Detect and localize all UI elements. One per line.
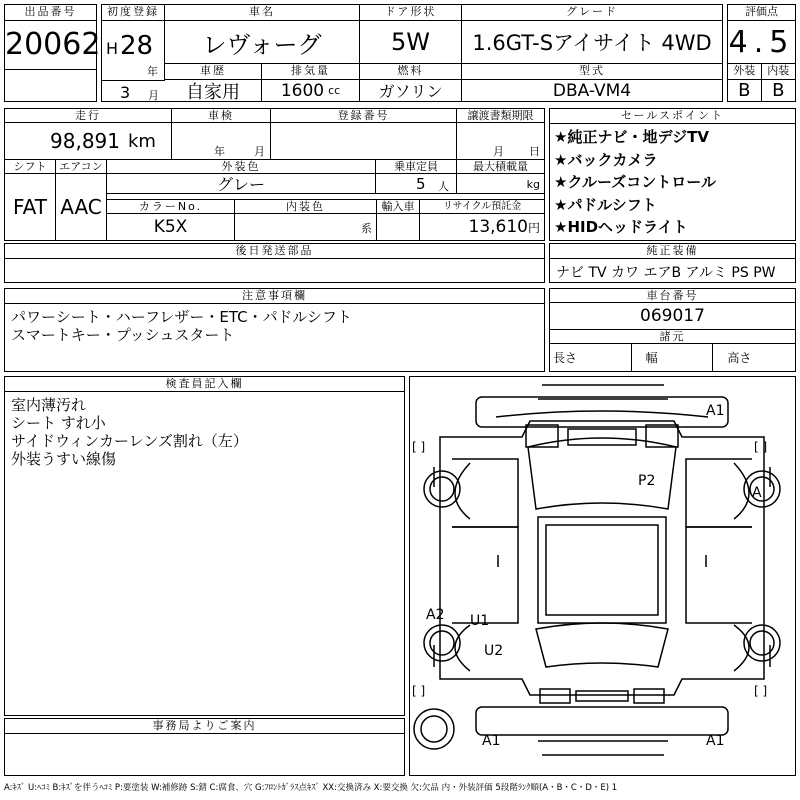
- color-label: 外装色: [107, 160, 376, 174]
- width-cell: [632, 344, 714, 371]
- ac-label: エアコン: [56, 160, 107, 174]
- reg-year-unit: 年: [147, 65, 158, 78]
- color: グレー: [107, 174, 376, 194]
- int-label: 内装: [762, 64, 796, 80]
- notes-text: パワーシート・ハーフレザー・ETC・パドルシフト スマートキー・プッシュスタート: [11, 308, 352, 344]
- lower-header: [165, 64, 722, 101]
- mileage-label: 走行: [5, 109, 172, 123]
- inspection: [172, 123, 271, 160]
- displacement: [262, 80, 360, 101]
- intcolor-label: 内装色: [235, 200, 377, 214]
- reg-era: H: [106, 39, 119, 58]
- reg-year: [102, 21, 165, 80]
- colorno-label: カラーNo.: [107, 200, 235, 214]
- insp-year-unit: 年: [214, 145, 225, 158]
- ext-score: B: [728, 80, 762, 101]
- inspector-text: 室内薄汚れ シート すれ小 サイドウィンカーレンズ割れ（左） 外装うすい線傷: [11, 396, 248, 468]
- mark-a1-top: A1: [706, 403, 725, 419]
- recycle-label: リサイクル預託金: [420, 200, 544, 214]
- mark-a1-right: A1: [706, 733, 725, 749]
- sales-item: ★パドルシフト: [554, 195, 657, 214]
- transfer-label: 譲渡書類期限: [457, 109, 544, 123]
- sales-item: ★バックカメラ: [554, 150, 658, 169]
- load-unit: kg: [526, 178, 540, 191]
- equip-list: ナビ TV カワ エアB アルミ PS PW: [556, 265, 776, 281]
- score: 4.5: [728, 21, 795, 64]
- mark-a1-left: A1: [482, 733, 501, 749]
- door-label: ドア形状: [360, 5, 462, 21]
- cc-unit: cc: [328, 84, 341, 97]
- bracket-tr: [ ]: [754, 440, 768, 454]
- history-label-2: 車歴: [165, 64, 262, 80]
- office-box: [4, 718, 405, 776]
- capacity: [376, 174, 457, 194]
- mileage-value: 98,891: [50, 129, 120, 153]
- car-diagram: [410, 377, 794, 774]
- model-label: 型式: [462, 64, 722, 80]
- mileage-unit: km: [128, 130, 156, 152]
- header-box: [101, 4, 723, 102]
- capacity-unit: 人: [438, 180, 449, 193]
- bracket-tl: [ ]: [412, 440, 426, 454]
- ac: AAC: [56, 174, 107, 240]
- insp-month-unit: 月: [254, 145, 265, 158]
- transfer-day-unit: 日: [529, 145, 540, 158]
- model: DBA-VM4: [552, 80, 632, 101]
- reg-divider: [102, 80, 165, 81]
- equip-box: [549, 243, 796, 283]
- length-cell: [550, 344, 632, 371]
- inspection-label: 車検: [172, 109, 271, 123]
- regno: [271, 123, 457, 160]
- legend-footer: A:ｷｽﾞ U:ﾍｺﾐ B:ｷｽﾞを伴うﾍｺﾐ P:要塗装 W:補修跡 S:錆 C:腐食、穴 G:ﾌﾛﾝﾄｶﾞﾗｽ点ｷｽﾞ XX:交換済み X:要交換 欠:欠品 内・外装評価 5段階ﾗﾝｸ順(A・B・C・D・E) 1: [4, 783, 618, 793]
- mark-a: A: [752, 485, 762, 501]
- sales-item: ★HIDヘッドライト: [554, 218, 688, 236]
- sales-label: セールスポイント: [550, 109, 795, 124]
- diagram-box: [409, 376, 796, 776]
- load: [457, 174, 544, 194]
- chassis-number: 069017: [550, 303, 795, 330]
- reg-label: 初度登録: [102, 5, 165, 21]
- inspector-label: 検査員記入欄: [5, 377, 404, 392]
- import-label: 輸入車: [377, 200, 420, 214]
- dims-label: 諸元: [550, 330, 795, 344]
- mark-p2: P2: [638, 473, 656, 489]
- regno-label: 登録番号: [271, 109, 457, 123]
- fuel-label: 燃料: [360, 64, 462, 80]
- inspector-box: [4, 376, 405, 716]
- door-type: 5W: [360, 21, 462, 64]
- lot-box: [4, 4, 101, 102]
- transfer: [457, 123, 544, 160]
- lot-label: 出品番号: [5, 5, 96, 21]
- bracket-bl: [ ]: [412, 684, 426, 698]
- height-cell: [713, 344, 795, 371]
- sales-item: ★クルーズコントロール: [554, 173, 716, 191]
- sales-box: [549, 108, 796, 241]
- grade: 1.6GT-Sアイサイト 4WD: [462, 21, 722, 64]
- capacity-label: 乗車定員: [376, 160, 457, 174]
- recycle-value: 13,610: [468, 217, 528, 237]
- reg-year-value: 28: [120, 31, 154, 61]
- import: [377, 214, 420, 240]
- spec-box: [4, 108, 545, 241]
- history: 自家用: [165, 80, 262, 101]
- notes-label: 注意事項欄: [5, 289, 544, 304]
- score-box: [727, 4, 796, 102]
- reg-month-unit: 月: [148, 89, 159, 102]
- intcolor-unit: 系: [361, 222, 372, 235]
- grade-label: グレード: [462, 5, 722, 21]
- later-box: [4, 243, 545, 283]
- intcolor: [235, 214, 377, 240]
- sales-list: [550, 124, 795, 241]
- recycle: [420, 214, 544, 240]
- shift-label: シフト: [5, 160, 56, 174]
- spec-lower: [107, 199, 544, 240]
- lot-number: 20062: [5, 21, 96, 70]
- score-label: 評価点: [728, 5, 795, 21]
- bracket-br: [ ]: [754, 684, 768, 698]
- height-label: 高さ: [727, 351, 752, 365]
- name-label: 車名: [165, 5, 360, 21]
- mark-u1: U1: [470, 613, 490, 629]
- length-label: 長さ: [553, 351, 578, 365]
- load-label: 最大積載量: [457, 160, 544, 174]
- fuel: ガソリン: [360, 80, 462, 101]
- sales-item: ★純正ナビ・地デジTV: [554, 128, 709, 146]
- car-name: レヴォーグ: [165, 21, 360, 64]
- int-score: B: [772, 80, 785, 101]
- later-label: 後日発送部品: [5, 244, 544, 259]
- chassis-label: 車台番号: [550, 289, 795, 303]
- mark-u2: U2: [484, 643, 504, 659]
- displacement-label: 排気量: [262, 64, 360, 80]
- shift: FAT: [5, 174, 56, 240]
- notes-box: [4, 288, 545, 372]
- chassis-box: [549, 288, 796, 372]
- equip-label: 純正装備: [550, 244, 795, 259]
- displacement-value: 1600: [280, 80, 325, 101]
- office-label: 事務局よりご案内: [5, 719, 404, 734]
- recycle-unit: 円: [527, 220, 540, 235]
- mark-a2: A2: [426, 607, 445, 623]
- capacity-value: 5: [416, 175, 426, 193]
- mileage: [5, 123, 172, 160]
- width-label: 幅: [645, 351, 658, 365]
- reg-month: 3: [120, 83, 131, 102]
- ext-label: 外装: [728, 64, 762, 80]
- transfer-month-unit: 月: [493, 145, 504, 158]
- colorno: K5X: [107, 214, 235, 240]
